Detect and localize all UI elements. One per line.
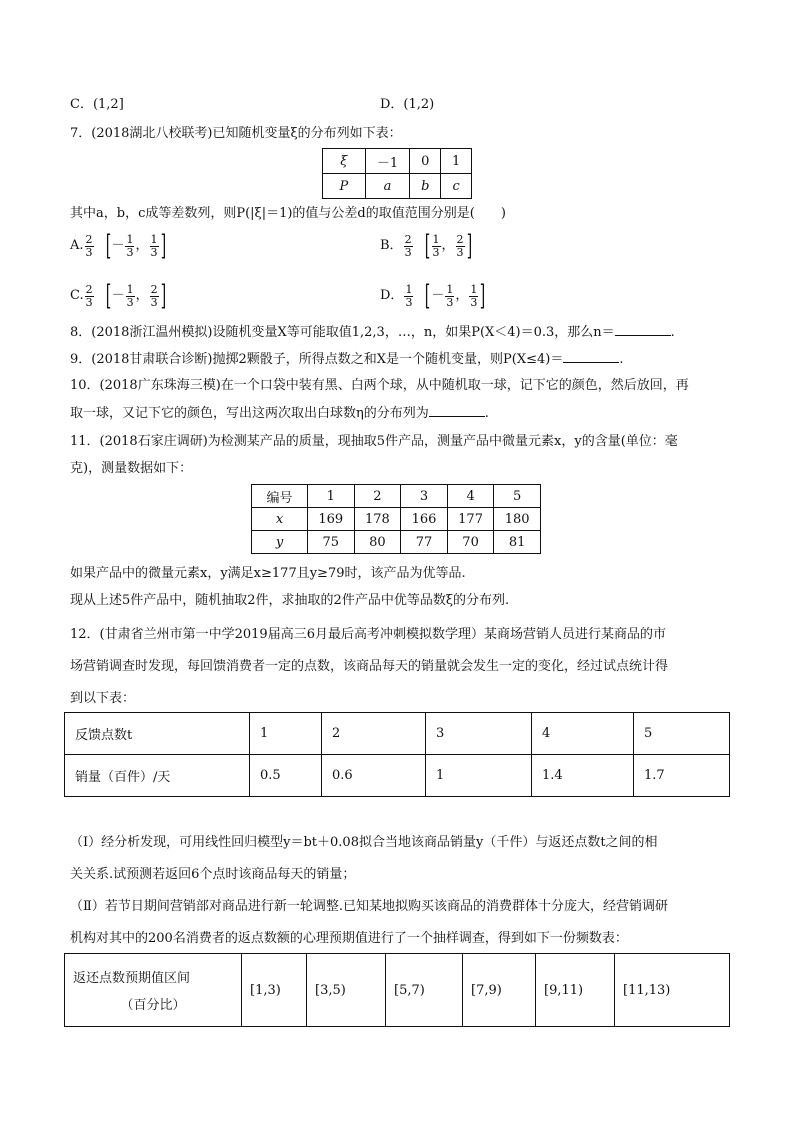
q11-line2: 克)，测量数据如下：	[70, 461, 193, 476]
q11-line4: 现从上述5件产品中，随机抽取2件，求抽取的2件产品中优等品数ξ的分布列.	[70, 593, 510, 608]
q12-frequency-table	[64, 953, 730, 1027]
table-cell: 4	[532, 713, 634, 755]
table-cell: [3,5)	[307, 954, 386, 1027]
sign: －	[111, 288, 125, 303]
left-bracket: [	[105, 229, 111, 262]
table-cell: 3	[401, 485, 448, 508]
table-cell: 销量（百件）/天	[65, 755, 250, 797]
denominator: 3	[456, 245, 464, 259]
numerator: 1	[126, 282, 134, 296]
right-bracket: ]	[480, 279, 486, 312]
table-cell: 5	[634, 713, 730, 755]
fraction	[126, 284, 135, 309]
numerator: 2	[150, 282, 158, 296]
denominator: 3	[405, 295, 413, 309]
q12-part1-line2: 关关系.试预测若返回6个点时该商品每天的销量；	[70, 867, 356, 882]
table-cell: b	[410, 174, 441, 199]
q12-line2: 场营销调查时发现，每回馈消费者一定的点数，该商品每天的销量就会发生一定的变化，经过试点统计得	[70, 659, 669, 674]
fraction	[456, 234, 465, 259]
answer-blank[interactable]	[615, 323, 671, 336]
q7-stem: 7．(2018湖北八校联考)已知随机变量ξ的分布列如下表：	[70, 126, 402, 141]
q10-stem: 取一球，又记下它的颜色，写出这两次取出白球数η的分布列为	[70, 406, 429, 421]
q6-option-c: C．(1,2]	[70, 97, 124, 112]
right-bracket: ]	[466, 229, 472, 262]
table-cell: 2	[354, 485, 401, 508]
q7-option-b: B． $\frac{2}{3}$ [ $\frac{1}{3}$ ， $\frac{2}{3}$ ]	[380, 229, 472, 262]
q9-end: .	[619, 352, 624, 367]
table-cell: 1	[441, 149, 472, 174]
numerator: 1	[446, 282, 454, 296]
fraction	[150, 284, 159, 309]
option-label: D．	[380, 288, 404, 303]
denominator: 3	[446, 295, 454, 309]
fraction	[85, 234, 94, 259]
sign: －	[431, 288, 445, 303]
answer-blank[interactable]	[429, 404, 485, 417]
fraction	[404, 234, 413, 259]
table-cell: a	[365, 174, 410, 199]
table-cell: 1	[250, 713, 322, 755]
numerator: 1	[126, 232, 134, 246]
table-cell: 75	[308, 531, 355, 554]
numerator: 2	[85, 282, 93, 296]
numerator: 1	[470, 282, 478, 296]
table-cell: 1.7	[634, 755, 730, 797]
q11-data-table	[251, 484, 541, 554]
table-cell: 3	[426, 713, 532, 755]
table-cell: P	[323, 174, 366, 199]
table-cell: 177	[447, 508, 494, 531]
numerator: 1	[405, 282, 413, 296]
table-cell: [7,9)	[463, 954, 536, 1027]
table-cell: 0	[410, 149, 441, 174]
q12-part2-line2: 机构对其中的200名消费者的返点数额的心理预期值进行了一个抽样调查，得到如下一份频数表：	[70, 931, 628, 946]
sign: －	[111, 238, 125, 253]
q8-end: .	[670, 325, 675, 340]
table-cell: c	[441, 174, 472, 199]
table-cell: 77	[401, 531, 448, 554]
numerator: 1	[150, 232, 158, 246]
q7-distribution-table	[322, 148, 472, 199]
q11-line1: 11．(2018石家庄调研)为检测某产品的质量，现抽取5件产品，测量产品中微量元素x，y的含量(单位：毫	[70, 434, 678, 449]
denominator: 3	[126, 245, 134, 259]
header-line-2: （百分比）	[120, 998, 186, 1013]
table-cell: 81	[494, 531, 541, 554]
q12-line1: 12．(甘肃省兰州市第一中学2019届高三6月最后高考冲刺模拟数学理）某商场营销人员进行某商品的市	[70, 627, 666, 642]
table-cell: 0.5	[250, 755, 322, 797]
table-cell: ξ	[323, 149, 366, 174]
table-cell: 2	[322, 713, 426, 755]
q12-feedback-table	[64, 712, 730, 797]
left-bracket: [	[105, 279, 111, 312]
table-cell: [5,7)	[386, 954, 463, 1027]
denominator: 3	[150, 295, 158, 309]
fraction	[469, 284, 478, 309]
denominator: 3	[470, 295, 478, 309]
q12-part1-line1: （Ⅰ）经分析发现，可用线性回归模型y＝bt＋0.08拟合当地该商品销量y（千件）与返还点数t之间的相	[70, 835, 658, 850]
table-cell: －1	[365, 149, 410, 174]
table-cell: 0.6	[322, 755, 426, 797]
answer-blank[interactable]	[563, 350, 619, 363]
table-cell: 166	[401, 508, 448, 531]
left-bracket: [	[425, 279, 431, 312]
table-cell: y	[252, 531, 308, 554]
q9-text	[70, 350, 623, 369]
table-cell: 1	[426, 755, 532, 797]
numerator: 2	[404, 232, 412, 246]
q7-option-c: C. $\frac{2}{3}$ [ － $\frac{1}{3}$ ， $\frac{2}{3}$ ]	[70, 279, 166, 312]
table-cell: [9,11)	[536, 954, 615, 1027]
fraction	[404, 284, 413, 309]
q9-stem: 9．(2018甘肃联合诊断)抛掷2颗骰子，所得点数之和X是一个随机变量，则P(X≤4)＝	[70, 352, 564, 367]
table-cell: 1.4	[532, 755, 634, 797]
table-cell: 70	[447, 531, 494, 554]
q7-option-a: A. $\frac{2}{3}$ [ － $\frac{1}{3}$ ， $\frac{1}{3}$ ]	[70, 229, 166, 262]
fraction	[432, 234, 441, 259]
table-cell: [11,13)	[615, 954, 730, 1027]
q8-text	[70, 323, 675, 342]
q8-stem: 8．(2018浙江温州模拟)设随机变量X等可能取值1,2,3，…，n，如果P(X＜4)＝0.3，那么n＝	[70, 325, 615, 340]
denominator: 3	[432, 245, 440, 259]
q7-option-d: D． $\frac{1}{3}$ [ － $\frac{1}{3}$ ， $\frac{1}{3}$ ]	[380, 279, 486, 312]
right-bracket: ]	[160, 229, 166, 262]
left-bracket: [	[424, 229, 430, 262]
numerator: 2	[456, 232, 464, 246]
table-cell: 80	[354, 531, 401, 554]
q12-line3: 到以下表：	[70, 691, 136, 706]
numerator: 1	[432, 232, 440, 246]
denominator: 3	[150, 245, 158, 259]
option-label: C.	[70, 288, 84, 303]
table-cell: x	[252, 508, 308, 531]
denominator: 3	[126, 295, 134, 309]
table-cell: 4	[447, 485, 494, 508]
table-cell: 编号	[252, 485, 308, 508]
fraction	[150, 234, 159, 259]
fraction	[125, 234, 134, 259]
right-bracket: ]	[160, 279, 166, 312]
table-cell: 5	[494, 485, 541, 508]
q10-end: .	[484, 406, 489, 421]
denominator: 3	[85, 295, 93, 309]
q10-line2	[70, 404, 489, 423]
table-cell: 反馈点数t	[65, 713, 250, 755]
denominator: 3	[85, 245, 93, 259]
q7-question: 其中a，b，c成等差数列，则P(|ξ|＝1)的值与公差d的取值范围分别是( )	[70, 206, 506, 221]
option-label: B．	[380, 238, 403, 253]
table-cell: [1,3)	[242, 954, 307, 1027]
header-line-1: 返还点数预期值区间	[73, 971, 191, 986]
option-label: A.	[70, 238, 84, 253]
table-cell: 178	[354, 508, 401, 531]
q10-line1: 10．(2018广东珠海三模)在一个口袋中装有黑、白两个球，从中随机取一球，记下它的颜色，然后放回，再	[70, 378, 689, 393]
table-cell: 180	[494, 508, 541, 531]
table-header-cell	[65, 954, 242, 1027]
q11-line3: 如果产品中的微量元素x，y满足x≥177且y≥79时，该产品为优等品.	[70, 566, 466, 581]
table-cell: 169	[308, 508, 355, 531]
q6-option-d: D．(1,2)	[380, 97, 435, 112]
q12-part2-line1: （Ⅱ）若节日期间营销部对商品进行新一轮调整.已知某地拟购买该商品的消费群体十分庞大，经营销调研	[70, 899, 668, 914]
fraction	[445, 284, 454, 309]
denominator: 3	[404, 245, 412, 259]
numerator: 2	[85, 232, 93, 246]
table-cell: 1	[308, 485, 355, 508]
fraction	[85, 284, 94, 309]
